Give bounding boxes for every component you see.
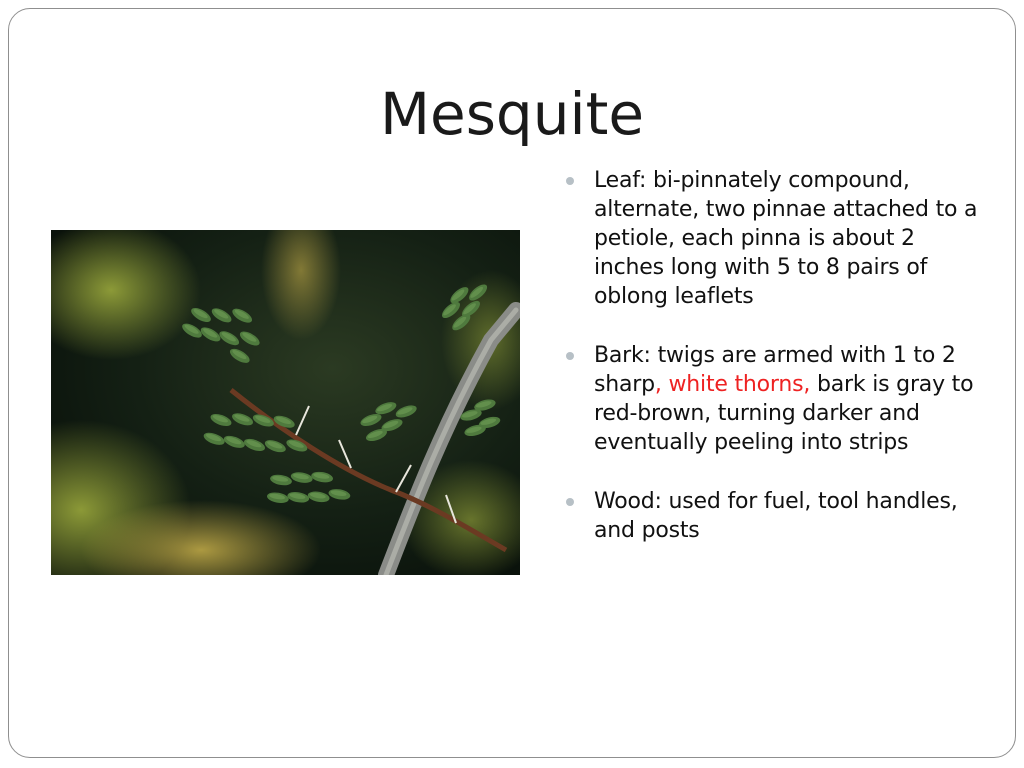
bullet-text: Bark: twigs are armed with 1 to 2 sharp xyxy=(594,343,956,397)
bullet-text-continued: bark is gray to red-brown, turning darker and eventually peeling into strips xyxy=(594,372,974,455)
mesquite-branch-photo xyxy=(51,230,520,575)
highlighted-text: , white thorns, xyxy=(654,372,811,397)
bullet-list xyxy=(566,166,986,575)
bullet-text: Leaf: bi-pinnately compound, alternate, two pinnae attached to a petiole, each pinna is about 2 inches long with 5 to 8 pairs of oblong leaflets xyxy=(594,168,978,309)
slide-title: Mesquite xyxy=(379,80,645,148)
bullet-bark xyxy=(566,341,986,457)
bullet-leaf xyxy=(566,166,986,311)
bullet-text: Wood: used for fuel, tool handles, and posts xyxy=(594,489,958,543)
bullet-dot-icon xyxy=(566,352,574,360)
bullet-dot-icon xyxy=(566,177,574,185)
bullet-wood xyxy=(566,487,986,545)
bullet-dot-icon xyxy=(566,498,574,506)
